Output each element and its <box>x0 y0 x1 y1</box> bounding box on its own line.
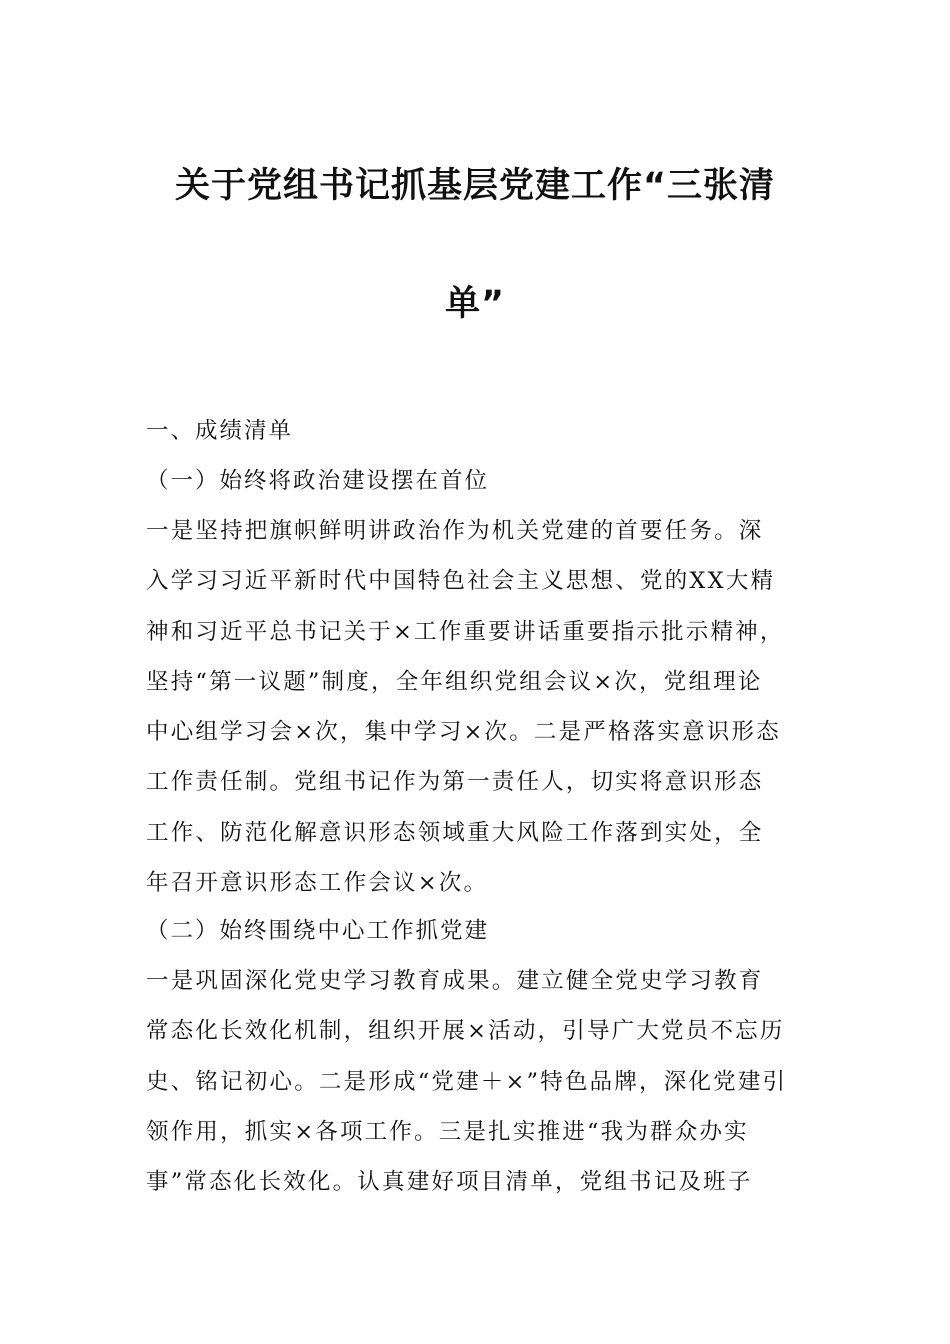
paragraph-line: 常态化长效化机制，组织开展×活动，引导广大党员不忘历 <box>146 1018 785 1045</box>
subsection-heading-central-work: （二）始终围绕中心工作抓党建 <box>146 918 490 944</box>
paragraph-central-work <box>146 956 806 1207</box>
paragraph-line: 中心组学习会×次，集中学习×次。二是严格落实意识形态 <box>146 719 781 746</box>
paragraph-line: 事”常态化长效化。认真建好项目清单，党组书记及班子 <box>146 1169 753 1196</box>
paragraph-line: 工作、防范化解意识形态领域重大风险工作落到实处，全 <box>146 819 764 846</box>
paragraph-line: 神和习近平总书记关于×工作重要讲话重要指示批示精神， <box>146 618 785 645</box>
paragraph-political-building <box>146 506 806 908</box>
document-title-line-1: 关于党组书记抓基层党建工作“三张清 <box>174 166 775 206</box>
paragraph-line: 史、铭记初心。二是形成“党建＋×”特色品牌，深化党建引 <box>146 1068 788 1095</box>
section-heading-achievements: 一、成绩清单 <box>146 418 294 444</box>
paragraph-line: 工作责任制。党组书记作为第一责任人，切实将意识形态 <box>146 769 764 796</box>
document-title-line-2: 单” <box>444 284 505 324</box>
paragraph-line: 领作用，抓实×各项工作。三是扎实推进“我为群众办实 <box>146 1118 749 1145</box>
paragraph-line: 入学习习近平新时代中国特色社会主义思想、党的XX大精 <box>146 568 776 595</box>
paragraph-line: 一是坚持把旗帜鲜明讲政治作为机关党建的首要任务。深 <box>146 518 764 544</box>
paragraph-line: 一是巩固深化党史学习教育成果。建立健全党史学习教育 <box>146 968 764 994</box>
subsection-heading-political-building: （一）始终将政治建设摆在首位 <box>146 468 490 494</box>
paragraph-line: 坚持“第一议题”制度，全年组织党组会议×次，党组理论 <box>146 668 763 695</box>
paragraph-line: 年召开意识形态工作会议×次。 <box>146 870 489 897</box>
